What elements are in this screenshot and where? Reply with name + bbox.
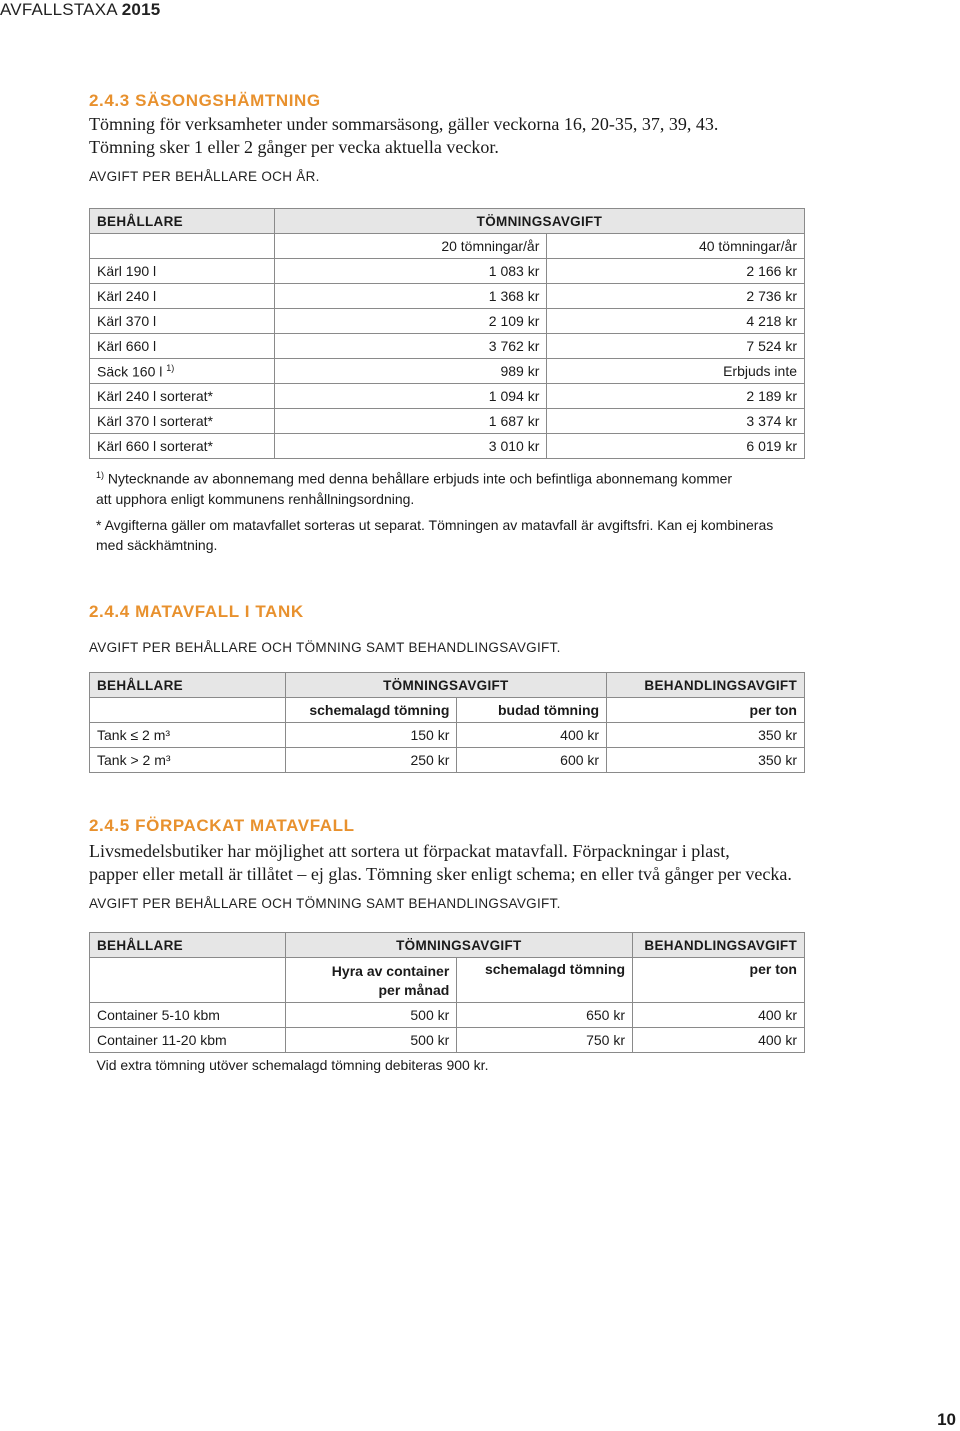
section-forpackat-matavfall [89,816,829,911]
section-matavfall-tank [89,602,809,655]
row-label: Tank > 2 m³ [90,748,286,773]
table-header-row [90,673,805,698]
column-subheader: schemalagd tömning [285,698,457,723]
cell-value: 3 010 kr [274,434,547,459]
table-row [90,284,805,309]
header-year: 2015 [121,0,161,19]
cell-value: 150 kr [285,723,457,748]
page-number: 10 [937,1410,956,1429]
section-body [89,840,829,886]
cell-value: 4 218 kr [547,309,805,334]
section-heading: 2.4.4 MATAVFALL I TANK [89,602,304,621]
cell-value: 3 374 kr [547,409,805,434]
body-line: Livsmedelsbutiker har möjlighet att sortera ut förpackat matavfall. Förpackningar i plast, [89,841,730,861]
table-subheader-row [90,958,805,1003]
table-row [90,1028,805,1053]
footnote-text: * Avgifterna gäller om matavfallet sorteras ut separat. Tömningen av matavfall är avgiftsfri. Kan ej kombineras [96,517,774,533]
cell-value: 600 kr [457,748,607,773]
body-line: Tömning sker 1 eller 2 gånger per vecka aktuella veckor. [89,137,499,157]
column-subheader [285,958,457,1003]
column-group-header: TÖMNINGSAVGIFT [285,933,632,958]
row-label: Kärl 190 l [90,259,275,284]
cell-value: 400 kr [633,1003,805,1028]
cell-value: 350 kr [607,748,805,773]
footnote-text: att upphora enligt kommunens renhållningsordning. [96,490,415,507]
column-subheader: 20 tömningar/år [274,234,547,259]
table-subheader-row [90,698,805,723]
footnote-2 [96,515,796,555]
table-row [90,384,805,409]
cell-value: 7 524 kr [547,334,805,359]
table-row [90,309,805,334]
table-row [90,359,805,384]
column-header: BEHÅLLARE [90,673,286,698]
cell-value: 989 kr [274,359,547,384]
cell-value: 1 083 kr [274,259,547,284]
table-row [90,434,805,459]
cell-value: 250 kr [285,748,457,773]
cell-value: 1 687 kr [274,409,547,434]
cell-value: 650 kr [457,1003,633,1028]
table-caption: AVGIFT PER BEHÅLLARE OCH TÖMNING SAMT BEHANDLINGSAVGIFT. [89,896,561,911]
section-body [89,113,809,159]
row-label: Kärl 660 l [90,334,275,359]
cell-value: 400 kr [633,1028,805,1053]
column-subheader: per ton [607,698,805,723]
cell-value: 1 368 kr [274,284,547,309]
column-header: BEHÅLLARE [90,209,275,234]
row-label: Kärl 240 l sorterat* [90,384,275,409]
cell-value: 2 109 kr [274,309,547,334]
footnote-text: Nytecknande av abonnemang med denna behållare erbjuds inte och befintliga abonnemang kommer [107,470,733,487]
subheader-line: per månad [378,982,450,998]
cell-value: 2 166 kr [547,259,805,284]
table-header-row [90,209,805,234]
cell-value: 1 094 kr [274,384,547,409]
table-caption: AVGIFT PER BEHÅLLARE OCH TÖMNING SAMT BEHANDLINGSAVGIFT. [89,640,561,655]
table-row [90,748,805,773]
cell-value: 3 762 kr [274,334,547,359]
body-line: Tömning för verksamheter under sommarsäsong, gäller veckorna 16, 20-35, 37, 39, 43. [89,114,719,134]
cell-value: 350 kr [607,723,805,748]
subheader-line: Hyra av container [331,963,450,979]
table-header-row [90,933,805,958]
body-line: papper eller metall är tillåtet – ej glas. Tömning sker enligt schema; en eller två gånger per vecka. [89,864,792,884]
table-row [90,409,805,434]
cell-value: 2 736 kr [547,284,805,309]
table-row [90,334,805,359]
section-heading: 2.4.3 SÄSONGSHÄMTNING [89,91,321,110]
table-footer-note: Vid extra tömning utöver schemalagd tömning debiteras 900 kr. [90,1053,805,1078]
table-caption: AVGIFT PER BEHÅLLARE OCH ÅR. [89,169,320,184]
row-label: Tank ≤ 2 m³ [90,723,286,748]
row-label: Kärl 370 l [90,309,275,334]
table-footer-row [90,1053,805,1078]
footnote-marker: 1) [166,362,175,373]
column-subheader: schemalagd tömning [457,958,633,1003]
cell-value: 500 kr [285,1028,457,1053]
table-row [90,259,805,284]
fee-table-forpackat [89,932,805,1077]
column-subheader: 40 tömningar/år [547,234,805,259]
header-title: AVFALLSTAXA [0,0,122,19]
row-label: Kärl 370 l sorterat* [90,409,275,434]
footnote-text: med säckhämtning. [96,537,218,553]
column-header: BEHÅLLARE [90,933,286,958]
table-subheader-row [90,234,805,259]
table-row [90,1003,805,1028]
column-header: BEHANDLINGSAVGIFT [607,673,805,698]
cell-value: Erbjuds inte [547,359,805,384]
column-group-header: TÖMNINGSAVGIFT [285,673,606,698]
cell-value: 2 189 kr [547,384,805,409]
fee-table-sasong [89,208,805,459]
row-label: Container 5-10 kbm [90,1003,286,1028]
footnote-marker: 1) [96,470,105,480]
column-subheader: per ton [633,958,805,1003]
row-label: Kärl 240 l [90,284,275,309]
cell-value: 400 kr [457,723,607,748]
column-header: BEHANDLINGSAVGIFT [633,933,805,958]
column-subheader: budad tömning [457,698,607,723]
table-row [90,723,805,748]
fee-table-tank [89,672,805,773]
cell-value: 6 019 kr [547,434,805,459]
row-label-text: Säck 160 l [97,363,163,380]
row-label: Kärl 660 l sorterat* [90,434,275,459]
cell-value: 750 kr [457,1028,633,1053]
section-sasongshamtning [89,91,809,184]
cell-value: 500 kr [285,1003,457,1028]
row-label [90,359,275,384]
section-heading: 2.4.5 FÖRPACKAT MATAVFALL [89,816,355,835]
row-label: Container 11-20 kbm [90,1028,286,1053]
footnote-1 [96,465,796,509]
document-header [0,0,160,20]
column-group-header: TÖMNINGSAVGIFT [274,209,804,234]
